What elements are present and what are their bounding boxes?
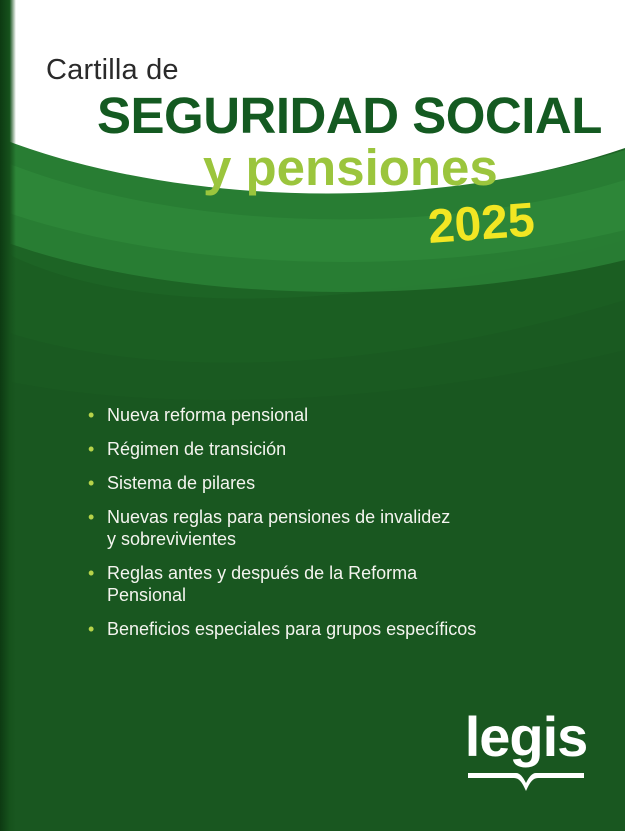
open-book-icon bbox=[466, 769, 586, 795]
feature-text-line: Reglas antes y después de la Reforma bbox=[107, 563, 418, 583]
feature-item bbox=[88, 438, 558, 460]
feature-text-line: Nuevas reglas para pensiones de invalidez bbox=[107, 507, 451, 527]
bullet-icon: • bbox=[88, 563, 95, 583]
feature-text-line: Régimen de transición bbox=[107, 439, 287, 459]
logo-text: legis bbox=[464, 705, 588, 768]
edition-year: 2025 bbox=[426, 193, 537, 254]
legis-logo bbox=[464, 705, 588, 795]
feature-item bbox=[88, 562, 558, 606]
feature-text-line: Pensional bbox=[107, 585, 187, 605]
pre-title: Cartilla de bbox=[46, 54, 179, 86]
feature-item bbox=[88, 404, 558, 426]
feature-text-line: Nueva reforma pensional bbox=[107, 405, 309, 425]
feature-item bbox=[88, 472, 558, 494]
sub-title: y pensiones bbox=[203, 139, 498, 196]
feature-list bbox=[88, 404, 558, 652]
bullet-icon: • bbox=[88, 473, 95, 493]
main-title: SEGURIDAD SOCIAL bbox=[97, 87, 602, 144]
bullet-icon: • bbox=[88, 405, 95, 425]
feature-text-line: y sobrevivientes bbox=[107, 529, 237, 549]
book-spine bbox=[0, 0, 16, 831]
bullet-icon: • bbox=[88, 507, 95, 527]
bullet-icon: • bbox=[88, 439, 95, 459]
bullet-icon: • bbox=[88, 619, 95, 639]
feature-item bbox=[88, 506, 558, 550]
feature-item bbox=[88, 618, 558, 640]
feature-text-line: Sistema de pilares bbox=[107, 473, 256, 493]
feature-text-line: Beneficios especiales para grupos específicos bbox=[107, 619, 477, 639]
